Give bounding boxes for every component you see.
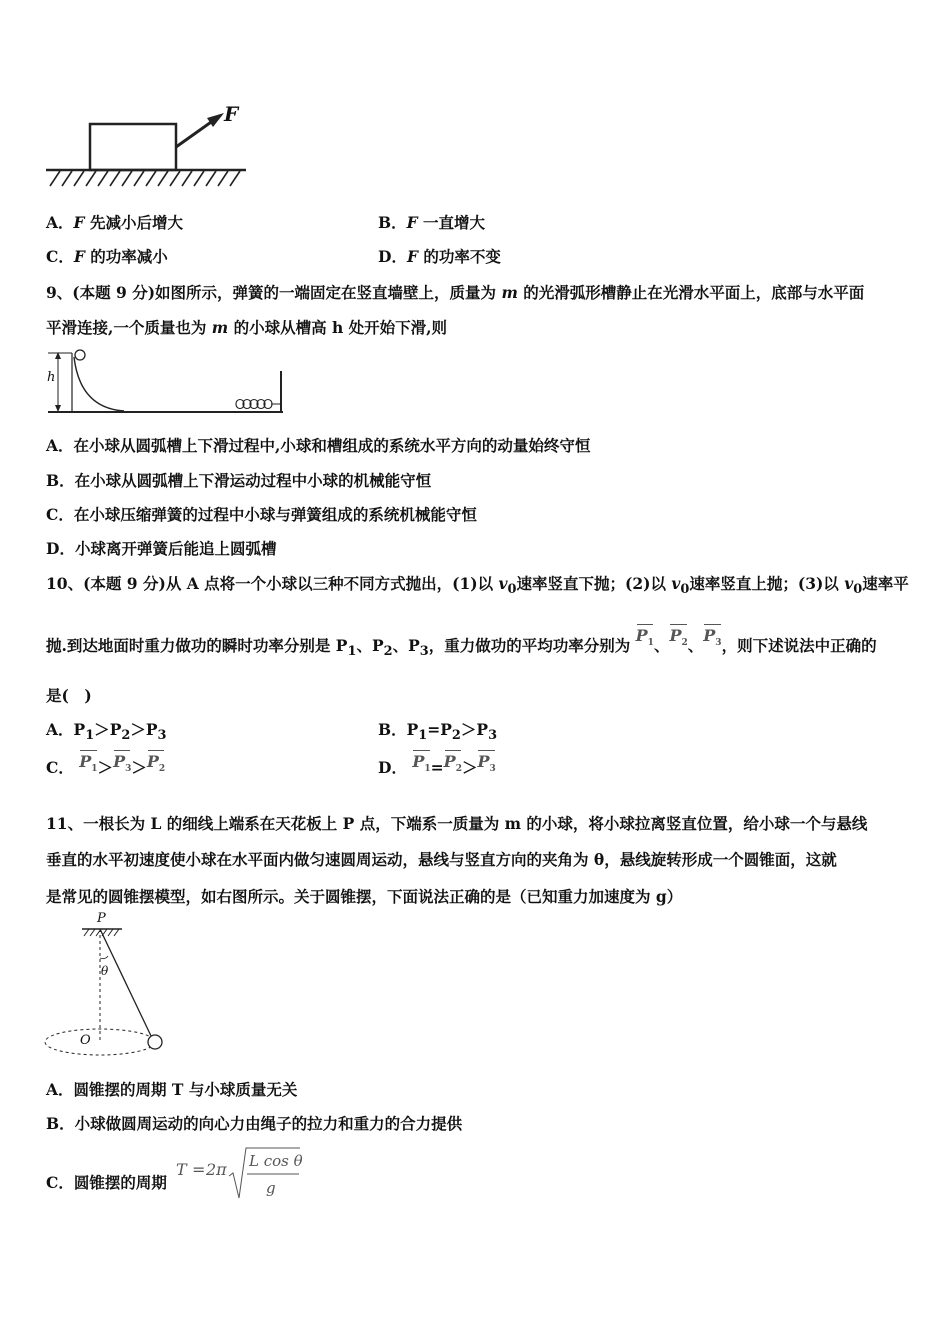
q9-stem-line-1: 9、(本题 9 分)如图所示，弹簧的一端固定在竖直墙壁上，质量为 m 的光滑弧形槽静止在光滑水平面上，底部与水平面 [46, 283, 865, 302]
q9-option-c[interactable]: C．在小球压缩弹簧的过程中小球与弹簧组成的系统机械能守恒 [46, 505, 477, 524]
q11-option-c[interactable]: C．圆锥摆的周期 [46, 1173, 167, 1192]
avg-power-p1: $P_1$ [635, 626, 654, 649]
avg-power-p3: $P_3$ [703, 626, 722, 649]
height-label: h [47, 370, 56, 385]
q9-option-d[interactable]: D．小球离开弹簧后能追上圆弧槽 [46, 539, 277, 558]
q9-option-a[interactable]: A．在小球从圆弧槽上下滑过程中,小球和槽组成的系统水平方向的动量始终守恒 [46, 436, 591, 455]
q10-stem-line-2: 抛.到达地面时重力做功的瞬时功率分别是 $P_1$、$P_2$、$P_3$，重力做功的平均功率分别为 $P_1$、$P_2$、$P_3$，则下述说法中正确的 [46, 626, 877, 660]
q10-stem-line-1: 10、(本题 9 分)从 A 点将一个小球以三种不同方式抛出，(1)以 $v_0$速率竖直下抛；(2)以 $v_0$速率竖直上抛；(3)以 $v_0$速率平 [46, 574, 909, 598]
q11-stem-line-3: 是常见的圆锥摆模型，如右图所示。关于圆锥摆，下面说法正确的是（已知重力加速度为 g） [46, 887, 683, 906]
q9-stem-line-2: 平滑连接,一个质量也为 m 的小球从槽高 h 处开始下滑,则 [46, 318, 448, 337]
q11-option-a[interactable]: A．圆锥摆的周期 T 与小球质量无关 [46, 1080, 298, 1099]
q10-stem-line-3: 是( ) [46, 686, 92, 705]
q10-option-a[interactable]: A．$P_1>P_2>P_3$ [46, 720, 167, 744]
point-p-label: P [97, 911, 106, 926]
q11-stem-line-1: 11、一根长为 L 的细线上端系在天花板上 P 点，下端系一质量为 m 的小球，将小球拉离竖直位置，给小球一个与悬线 [46, 814, 868, 833]
q11-option-b[interactable]: B．小球做圆周运动的向心力由绳子的拉力和重力的合力提供 [46, 1114, 463, 1133]
q8-option-c[interactable]: C．F 的功率减小 [46, 247, 168, 266]
q10-option-c[interactable]: C． $P_1>P_3>P_2$ [46, 752, 166, 777]
theta-label: θ [101, 964, 109, 978]
avg-power-p2: $P_2$ [669, 626, 688, 649]
q11-stem-line-2: 垂直的水平初速度使小球在水平面内做匀速圆周运动，悬线与竖直方向的夹角为 θ，悬线旋转形成一个圆锥面，这就 [46, 850, 837, 869]
center-o-label: O [80, 1033, 91, 1048]
q10-option-d[interactable]: D． $P_1=P_2>P_3$ [378, 752, 496, 777]
force-label: F [224, 102, 239, 126]
q9-option-b[interactable]: B．在小球从圆弧槽上下滑运动过程中小球的机械能守恒 [46, 471, 432, 490]
q10-option-b[interactable]: B．$P_1=P_2>P_3$ [378, 720, 498, 744]
q8-option-d[interactable]: D．F 的功率不变 [378, 247, 501, 266]
q8-option-b[interactable]: B．F 一直增大 [378, 213, 486, 232]
q8-option-a[interactable]: A．F 先减小后增大 [46, 213, 183, 232]
